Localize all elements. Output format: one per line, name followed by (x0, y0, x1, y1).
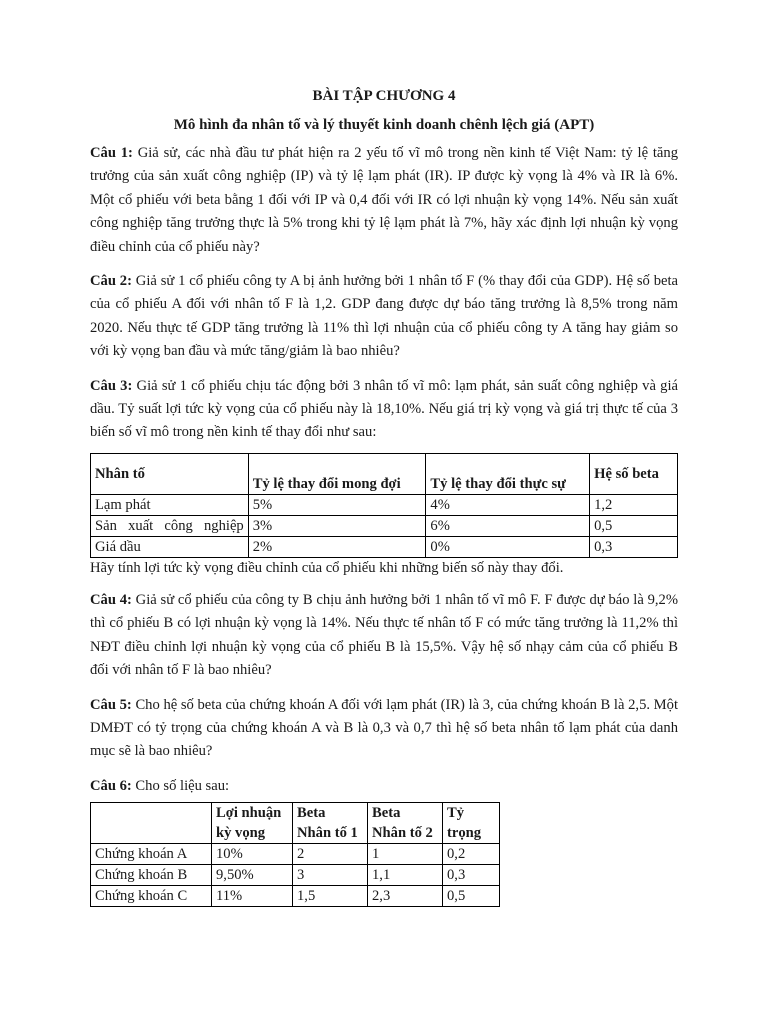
question-1 (90, 142, 678, 259)
table-header-cell: Tỷ trọng (443, 803, 500, 844)
table-cell: 11% (212, 886, 293, 907)
table-row (91, 494, 678, 515)
table-cell: 0,2 (443, 844, 500, 865)
table-row (91, 536, 678, 557)
question-5 (90, 694, 678, 764)
table-cell: 4% (426, 494, 590, 515)
table-cell: Sản xuất công nghiệp (91, 515, 249, 536)
table-cell: 0% (426, 536, 590, 557)
question-2 (90, 270, 678, 364)
question-3 (90, 375, 678, 445)
table-cell: 1,1 (368, 865, 443, 886)
document-page (90, 88, 678, 907)
table-cell: Chứng khoán B (91, 865, 212, 886)
table-cell: Giá dầu (91, 536, 249, 557)
page-subtitle: Mô hình đa nhân tố và lý thuyết kinh doanh chênh lệch giá (APT) (173, 117, 595, 133)
table-header-cell: Beta Nhân tố 1 (293, 803, 368, 844)
question-6-text: Cho số liệu sau: (135, 777, 230, 794)
table-cell: Chứng khoán A (91, 844, 212, 865)
table-cell: 3 (293, 865, 368, 886)
question-3-table (90, 453, 678, 558)
table-cell: 2 (293, 844, 368, 865)
question-5-label: Câu 5: (90, 696, 132, 713)
question-4 (90, 589, 678, 683)
table-cell: 5% (248, 494, 426, 515)
table-row (91, 886, 500, 907)
question-3-text: Giả sử 1 cổ phiếu chịu tác động bởi 3 nhân tố vĩ mô: lạm phát, sản suất công nghiệp và giá dầu. Tỷ suất lợi tức kỳ vọng của cổ phiếu này là 18,10%. Nếu giá trị kỳ vọng và giá trị thực tế của 3 biến số vĩ mô trong nền kinh tế thay đổi như sau: (90, 377, 678, 441)
table-cell: 0,3 (443, 865, 500, 886)
table-cell: 1,5 (293, 886, 368, 907)
table-header-cell (91, 803, 212, 844)
table-header-cell: Beta Nhân tố 2 (368, 803, 443, 844)
table-cell: 3% (248, 515, 426, 536)
table-cell: 1,2 (590, 494, 678, 515)
table-header-row (91, 453, 678, 494)
table-cell: 0,5 (590, 515, 678, 536)
table-cell: 2% (248, 536, 426, 557)
table-row (91, 844, 500, 865)
table-header-cell: Tỷ lệ thay đổi thực sự (426, 453, 590, 494)
table-cell: 9,50% (212, 865, 293, 886)
question-3-followup: Hãy tính lợi tức kỳ vọng điều chỉnh của cổ phiếu khi những biến số này thay đổi. (90, 559, 564, 576)
table-row (91, 865, 500, 886)
table-cell: 0,5 (443, 886, 500, 907)
question-4-label: Câu 4: (90, 591, 132, 608)
table-header-cell: Nhân tố (91, 453, 249, 494)
question-2-text: Giả sử 1 cổ phiếu công ty A bị ảnh hưởng bởi 1 nhân tố F (% thay đổi của GDP). Hệ số beta của cổ phiếu A đối với nhân tố F là 1,2. GDP đang được dự báo tăng trưởng là 8,5% trong năm 2020. Nếu thực tế GDP tăng trưởng là 11% thì lợi nhuận của cổ phiếu công ty A tăng hay giảm so với kỳ vọng ban đầu và mức tăng/giảm là bao nhiêu? (90, 273, 678, 360)
question-4-text: Giả sử cổ phiếu của công ty B chịu ảnh hưởng bởi 1 nhân tố vĩ mô F. F được dự báo là 9,2% thì cổ phiếu B có lợi nhuận kỳ vọng là 14%. Nếu thực tế nhân tố F có mức tăng trưởng là 11,2% thì NĐT điều chỉnh lợi nhuận kỳ vọng của cổ phiếu B là 15,5%. Vậy hệ số nhạy cảm của cổ phiếu B đối với nhân tố F là bao nhiêu? (90, 591, 679, 679)
question-3-label: Câu 3: (90, 377, 133, 394)
table-cell: Chứng khoán C (91, 886, 212, 907)
table-row (91, 515, 678, 536)
question-1-text: Giả sử, các nhà đầu tư phát hiện ra 2 yếu tố vĩ mô trong nền kinh tế Việt Nam: tỷ lệ tăng trưởng của sản xuất công nghiệp (IP) và tỷ lệ lạm phát (IR). IP được kỳ vọng là 4% và IR là 6%. Một cổ phiếu với beta bằng 1 đối với IP và 0,4 đối với IR có lợi nhuận kỳ vọng 14%. Nếu sản xuất công nghiệp tăng trưởng thực là 5% trong khi tỷ lệ lạm phát là 7%, hãy xác định lợi nhuận kỳ vọng điều chỉnh của cổ phiếu này? (90, 145, 678, 255)
question-2-label: Câu 2: (90, 273, 132, 290)
table-header-cell: Lợi nhuận kỳ vọng (212, 803, 293, 844)
table-header-cell: Hệ số beta (590, 453, 678, 494)
table-header-cell: Tỷ lệ thay đổi mong đợi (248, 453, 426, 494)
table-cell: 10% (212, 844, 293, 865)
question-6-table (90, 802, 500, 907)
question-1-label: Câu 1: (90, 145, 133, 161)
question-6-label: Câu 6: (90, 777, 132, 794)
page-title: BÀI TẬP CHƯƠNG 4 (312, 88, 456, 104)
table-cell: 2,3 (368, 886, 443, 907)
table-header-row (91, 803, 500, 844)
table-cell: 0,3 (590, 536, 678, 557)
table-cell: Lạm phát (91, 494, 249, 515)
question-5-text: Cho hệ số beta của chứng khoán A đối với lạm phát (IR) là 3, của chứng khoán B là 2,5. Một DMĐT có tỷ trọng của chứng khoán A và B là 0,3 và 0,7 thì hệ số beta nhân tố lạm phát của danh mục sẽ là bao nhiêu? (90, 696, 679, 760)
table-cell: 1 (368, 844, 443, 865)
question-6 (90, 775, 678, 798)
table-cell: 6% (426, 515, 590, 536)
